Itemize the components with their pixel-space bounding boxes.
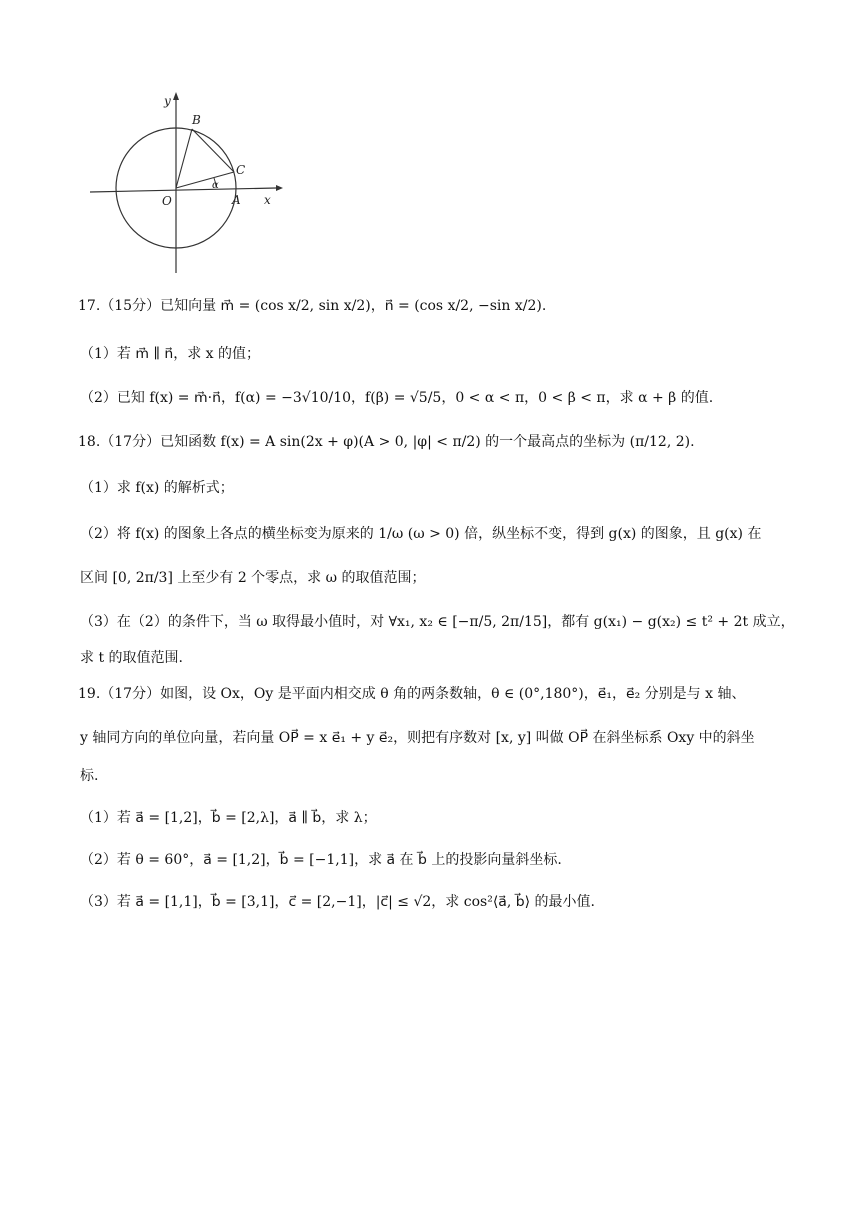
problem-17-part1: （1）若 m⃗ ∥ n⃗，求 x 的值； — [80, 346, 261, 362]
label-a: A — [232, 193, 241, 207]
problem-19-stem-line2: y 轴同方向的单位向量，若向量 OP⃗ = x e⃗₁ + y e⃗₂，则把有序数对 [x, y] 叫做 OP⃗ 在斜坐标系 Oxy 中的斜坐 — [80, 730, 755, 746]
label-x: x — [264, 193, 271, 207]
unit-circle-diagram — [86, 88, 286, 278]
x-axis — [90, 188, 276, 192]
y-axis-arrow — [173, 92, 179, 100]
problem-18-part2-line1: （2）将 f(x) 的图象上各点的横坐标变为原来的 1/ω (ω > 0) 倍，纵坐标不变，得到 g(x) 的图象，且 g(x) 在 — [80, 526, 762, 542]
problem-19-stem-line3: 标. — [80, 768, 99, 784]
segment-bc — [192, 129, 234, 172]
x-axis-arrow — [276, 185, 283, 191]
segment-ob — [176, 129, 192, 188]
problem-18-stem: 18.（17分）已知函数 f(x) = A sin(2x + φ)(A > 0, |φ| < π/2) 的一个最高点的坐标为 (π/12, 2). — [78, 434, 695, 450]
label-y: y — [164, 94, 171, 108]
label-alpha: α — [212, 180, 219, 191]
label-b: B — [192, 113, 201, 127]
label-c: C — [236, 163, 246, 177]
problem-18-part1: （1）求 f(x) 的解析式； — [80, 480, 234, 496]
segment-oc — [176, 172, 234, 188]
problem-19-part2: （2）若 θ = 60°，a⃗ = [1,2]，b⃗ = [−1,1]，求 a⃗ 在 b⃗ 上的投影向量斜坐标. — [80, 852, 562, 868]
label-o: O — [162, 194, 172, 208]
problem-17-stem: 17.（15分）已知向量 m⃗ = (cos x/2, sin x/2)，n⃗ = (cos x/2, −sin x/2). — [78, 298, 547, 314]
problem-18-part2-line2: 区间 [0, 2π/3] 上至少有 2 个零点，求 ω 的取值范围； — [80, 570, 426, 586]
problem-19-part1: （1）若 a⃗ = [1,2]，b⃗ = [2,λ]，a⃗ ∥ b⃗，求 λ； — [80, 810, 377, 826]
problem-17-part2: （2）已知 f(x) = m⃗·n⃗，f(α) = −3√10/10，f(β) = √5/5，0 < α < π，0 < β < π，求 α + β 的值. — [80, 390, 714, 406]
problem-18-part3-line2: 求 t 的取值范围. — [80, 650, 183, 666]
unit-circle-figure — [86, 88, 286, 278]
problem-18-part3-line1: （3）在（2）的条件下，当 ω 取得最小值时，对 ∀x₁, x₂ ∈ [−π/5, 2π/15]，都有 g(x₁) − g(x₂) ≤ t² + 2t 成立， — [80, 614, 795, 630]
problem-19-part3: （3）若 a⃗ = [1,1]，b⃗ = [3,1]，c⃗ = [2,−1]，|c⃗| ≤ √2，求 cos²⟨a⃗, b⃗⟩ 的最小值. — [80, 894, 596, 910]
problem-19-stem-line1: 19.（17分）如图，设 Ox，Oy 是平面内相交成 θ 角的两条数轴，θ ∈ (0°,180°)，e⃗₁，e⃗₂ 分别是与 x 轴、 — [78, 686, 746, 702]
